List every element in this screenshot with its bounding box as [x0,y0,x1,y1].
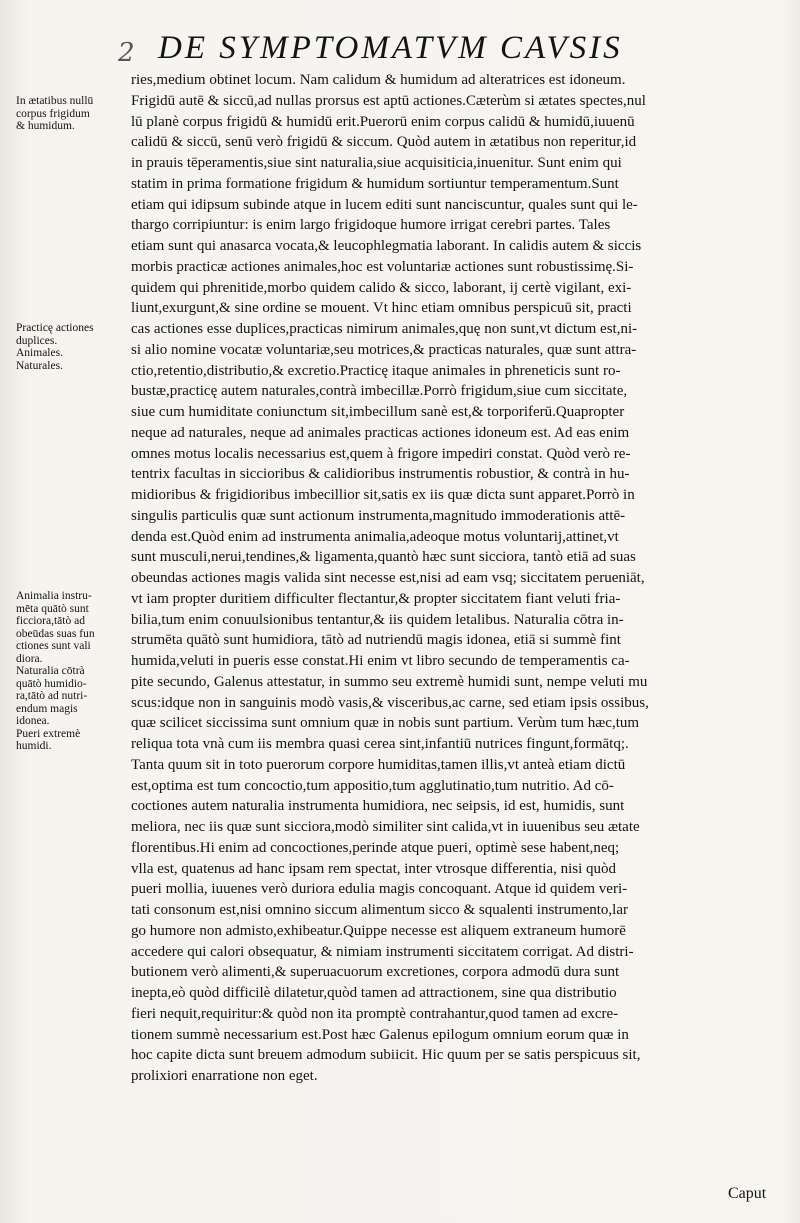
text-line: ctio,retentio,distributio,& excretio.Practicę itaque animales in phreneticis sunt ro- [131,362,621,379]
text-line: statim in prima formatione frigidum & humidum sortiuntur temperamentum.Sunt [131,175,619,192]
text-line: lū planè corpus frigidū & humidū erit.Puerorū enim corpus calidū & humidū,iuuenū [131,113,635,130]
text-line: vlla est, quatenus ad hanc ipsam rem spectat, inter vtrosque differentia, nisi quòd [131,860,617,877]
text-line: calidū & siccū, senū verò frigidū & siccum. Quòd autem in ætatibus non reperitur,id [131,134,637,151]
text-line: denda est.Quòd enim ad instrumenta animalia,adeoque motus voluntarij,attinet,vt [131,528,619,545]
text-line: fieri nequit,requiritur:& quòd non ita promptè contrahantur,quod tamen ad excre- [131,1005,619,1022]
marginal-note-line: Pueri extremè [16,727,81,740]
text-line: singulis particulis quæ sunt actionum instrumenta,magnitudo immoderationis attē- [131,507,626,524]
marginal-note-line: corpus frigidum [16,107,90,120]
text-line: humida,veluti in pueris esse constat.Hi enim vt libro secundo de temperamentis ca- [131,653,630,669]
text-line: tati consonum est,nisi omnino siccum alimentum sicco & squalenti instrumento,lar [131,902,629,918]
text-line: tentrix facultas in siccioribus & calidioribus instrumentis robustior, & contrà in hu- [131,466,630,483]
text-line: in prauis tēperamentis,siue sint naturalia,siue acquisiticia,inuenitur. Sunt enim qui [131,155,622,171]
text-line: ries,medium obtinet locum. Nam calidum & humidum ad alteratrices est idoneum. [131,72,626,88]
text-line: thargo corripiuntur: is enim largo frigidoque humore irrigat cerebri partes. Tales [131,217,611,234]
text-line: florentibus.Hi enim ad concoctiones,perinde atque pueri, optimè sese habent,neq; [131,839,620,856]
text-line: obeundas actiones magis valida sint necesse est,nisi ad eam vsq; siccitatem perueniāt, [131,570,645,586]
text-line: meliora, nec iis quæ sunt sicciora,modò similiter sint calida,vt in iuuenibus seu ætate [131,819,640,835]
text-line: scus:idque non in sanguinis modò vasis,& visceribus,ac carne, sed etiam ipsis ossibus, [131,694,649,711]
text-line: Tanta quum sit in toto puerorum corpore humiditas,tamen illis,vt anteà etiam dictū [131,756,626,773]
marginal-note-3 [16,590,126,753]
text-line: go humore non admisto,exhibeatur.Quippe necesse est aliquem extraneum humorē [131,922,626,939]
marginal-note-line: idonea. [16,715,50,727]
running-head: DE SYMPTOMATVM CAVSIS [158,30,623,66]
marginal-note-line: Naturalia cōtrà [16,665,85,677]
text-line: Frigidū autē & siccū,ad nullas prorsus est aptū actiones.Cæterùm si ætates spectes,nul [131,92,646,109]
text-line: pueri mollia, iuuenes verò duriora edulia magis concoquant. Atque id quidem veri- [131,881,628,898]
text-line: hoc capite dicta sunt breuem admodum subiicit. Hic quum per se satis perspicuus sit, [131,1047,641,1064]
text-line: vt iam propter duritiem difficulter flectantur,& propter siccitatem fiant veluti fria- [131,590,621,607]
text-line: strumēta quātò sunt humidiora, tātò ad nutriendū magis idonea, etiā si summè fint [131,632,621,649]
text-line: omnes motus localis necessarius est,quem à frigore impediri constat. Quòd verò re- [131,445,631,462]
text-line: coctiones autem naturalia instrumenta humidiora, nec seipsis, id est, humidis, sunt [131,798,625,815]
text-line: inepta,eò quòd difficilè dilatetur,quòd tamen ad attractionem, sine qua distributio [131,985,617,1001]
text-line: cas actiones esse duplices,practicas nimirum animales,quę non sunt,vt dictum est,ni- [131,321,638,337]
text-line: siue cum humiditate coniunctum sit,imbecillum sanè est,& torporiferū.Quapropter [131,404,625,420]
text-line: quæ scilicet siccissima sunt omnium quæ in nobis sunt partium. Verùm tum hæc,tum [131,715,640,732]
marginal-note-line: In ætatibus nullū [16,95,94,107]
marginal-note-line: ra,tātò ad nutri- [16,690,88,702]
marginal-note-line: Animalia instru- [16,590,92,602]
catchword: Caput [728,1185,767,1202]
marginal-note-line: endum magis [16,702,78,715]
marginal-note-line: & humidum. [16,120,75,132]
text-line: etiam sunt qui anasarca vocata,& leucophlegmatia laborant. In calidis autem & siccis [131,238,642,254]
marginal-note-line: diora. [16,652,43,665]
main-text-block [131,70,781,1087]
marginal-note-line: quātò humidio- [16,677,87,690]
page-number: 2 [118,38,135,68]
text-line: neque ad naturales, neque ad animales practicas actiones idoneum est. Ad eas enim [131,424,630,441]
text-line: bilia,tum enim conuulsionibus tentantur,& iis quidem letalibus. Naturalia cōtra in- [131,611,624,628]
marginal-note-line: duplices. [16,334,58,347]
text-line: sunt musculi,nerui,tendines,& ligamenta,quantò hæc sunt sicciora, tantò etiā ad suas [131,549,636,566]
text-line: reliqua tota vnà cum iis membra quasi cerea sint,infantiū nutrices fingunt,formātq;. [131,736,629,752]
text-line: accedere qui calori obsequatur, & nimiam instrumenti siccitatem corrigat. Ad distri- [131,943,634,960]
marginal-note-line: Naturales. [16,359,63,372]
text-line: quidem qui phrenitide,morbo quidem calido & sicco, laborant, ij certè vigilant, exi- [131,279,632,296]
marginal-note-line: Practicę actiones [16,322,94,334]
marginal-note-line: Animales. [16,347,63,359]
marginal-note-line: mēta quātò sunt [16,602,89,615]
marginal-note-line: ficciora,tātò ad [16,615,85,627]
text-line: etiam qui idipsum subinde atque in lucem editi sunt nanciscuntur, quales sunt qui le- [131,196,638,213]
text-line: pite secundo, Galenus attestatur, in summo seu extremè humidi sunt, nempe veluti mu [131,673,648,690]
text-line: liunt,exurgunt,& sine ordine se mouent. Vt hinc etiam omnibus perspicuū sit, practi [131,300,632,317]
marginal-note-line: ctiones sunt vali [16,640,91,652]
marginal-note-1 [16,95,126,133]
text-line: morbis practicæ actiones animales,hoc est voluntariæ actiones sunt robustissimę.Si- [131,258,634,275]
text-line: tionem summè necessarium est.Post hæc Galenus epilogum omnium eorum quæ in [131,1026,629,1043]
text-line: bustæ,practicę autem naturales,contrà imbecillæ.Porrò frigidum,siue cum siccitate, [131,383,628,400]
text-line: butionem verò alimenti,& superuacuorum excretiones, corpora admodū dura sunt [131,964,620,981]
marginal-note-2 [16,322,126,372]
text-line: prolixiori enarratione non eget. [131,1068,318,1084]
marginal-note-line: humidi. [16,740,52,752]
text-line: si alio nomine vocatæ voluntariæ,seu motrices,& practicas naturales, quæ sunt attra- [131,341,637,358]
text-line: est,optima est tum concoctio,tum appositio,tum agglutinatio,tum nutritio. Ad cō- [131,777,614,794]
text-line: midioribus & frigidioribus imbecillior sit,satis ex iis quæ dicta sunt apparet.Porrò in [131,487,635,503]
marginal-note-line: obeūdas suas fun [16,627,95,640]
